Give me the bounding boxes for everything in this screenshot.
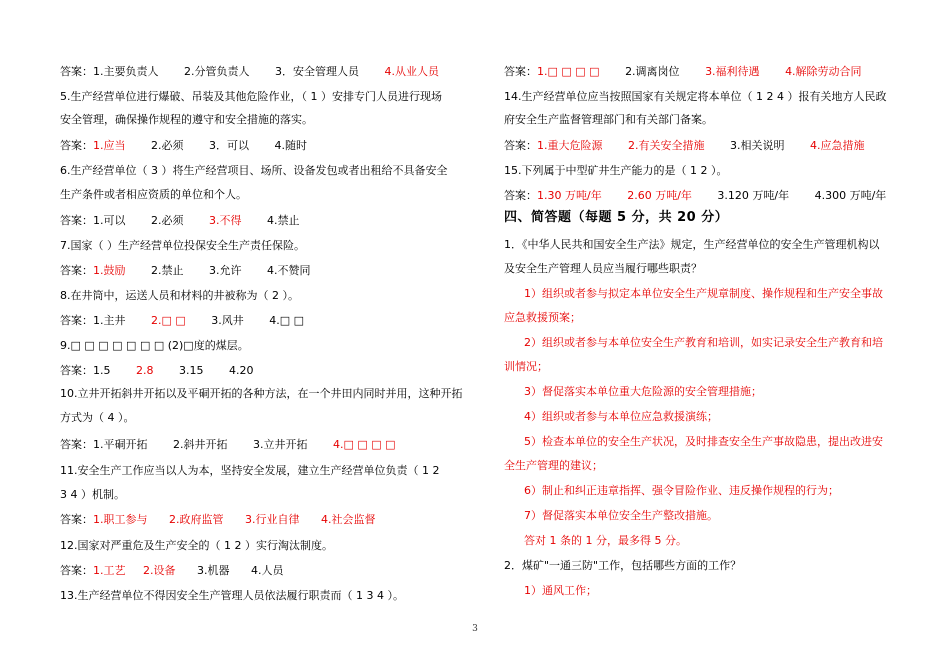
answer-item-5-line-2: 全生产管理的建议； xyxy=(504,459,603,472)
short-question-1-line-2: 及安全生产管理人员应当履行哪些职责？ xyxy=(504,262,702,275)
answer-line-q9: 答案：1.5 2.8 3.15 4.20 xyxy=(60,364,254,377)
question-13: 13.生产经营单位不得因安全生产管理人员依法履行职责而（ 1 3 4 ）。 xyxy=(60,589,404,602)
answer-item-1-line-1: 1）组织或者参与拟定本单位安全生产规章制度、操作规程和生产安全事故 xyxy=(524,287,883,300)
question-5-line-2: 安全管理，确保操作规程的遵守和安全措施的落实。 xyxy=(60,113,313,126)
answer-item-4: 4）组织或者参与本单位应急救援演练； xyxy=(524,410,718,423)
answer-line-q4: 答案：1.主要负责人 2.分管负责人 3．安全管理人员 4.从业人员 xyxy=(60,65,439,78)
answer-line-q13: 答案：1.□ □ □ □ 2.调离岗位 3.福利待遇 4.解除劳动合同 xyxy=(504,65,862,78)
answer-item-5-line-1: 5）检查本单位的安全生产状况，及时排查安全生产事故隐患，提出改进安 xyxy=(524,435,883,448)
answer-item-2-line-1: 2）组织或者参与本单位安全生产教育和培训，如实记录安全生产教育和培 xyxy=(524,336,883,349)
question-11-line-2: 3 4 ）机制。 xyxy=(60,488,125,501)
scoring-note: 答对 1 条的 1 分，最多得 5 分。 xyxy=(524,534,687,547)
question-5-line-1: 5.生产经营单位进行爆破、吊装及其他危险作业，（ 1 ）安排专门人员进行现场 xyxy=(60,90,442,103)
answer-line-q14: 答案：1.重大危险源 2.有关安全措施 3.相关说明 4.应急措施 xyxy=(504,139,865,152)
page-number: 3 xyxy=(472,624,478,634)
answer-line-q12: 答案：1.工艺 2.设备 3.机器 4.人员 xyxy=(60,564,284,577)
answer-line-q6: 答案：1.可以 2.必须 3.不得 4.禁止 xyxy=(60,214,300,227)
answer-line-q8: 答案：1.主井 2.□ □ 3.风井 4.□ □ xyxy=(60,314,305,327)
answer-line-q5: 答案：1.应当 2.必须 3．可以 4.随时 xyxy=(60,139,307,152)
question-15: 15.下列属于中型矿井生产能力的是（ 1 2 ）。 xyxy=(504,164,728,177)
question-14-line-1: 14.生产经营单位应当按照国家有关规定将本单位（ 1 2 4 ）报有关地方人民政 xyxy=(504,90,887,103)
answer-item-2-line-2: 训情况； xyxy=(504,360,548,373)
section-heading: 四、简答题（每题 5 分，共 20 分） xyxy=(504,210,729,225)
answer-line-q7: 答案：1.鼓励 2.禁止 3.允许 4.不赞同 xyxy=(60,264,311,277)
question-6-line-1: 6.生产经营单位（ 3 ）将生产经营项目、场所、设备发包或者出租给不具备安全 xyxy=(60,164,448,177)
answer-item-1-line-2: 应急救援预案； xyxy=(504,311,581,324)
question-11-line-1: 11.安全生产工作应当以人为本，坚持安全发展，建立生产经营单位负责（ 1 2 xyxy=(60,464,440,477)
question-8: 8.在井筒中，运送人员和材料的井被称为（ 2 ）。 xyxy=(60,289,299,302)
answer-item-6: 6）制止和纠正违章指挥、强令冒险作业、违反操作规程的行为； xyxy=(524,484,839,497)
answer-line-q10: 答案：1.平硐开拓 2.斜井开拓 3.立井开拓 4.□ □ □ □ xyxy=(60,438,396,451)
question-9: 9.□ □ □ □ □ □ □ (2)□度的煤层。 xyxy=(60,339,249,352)
short-question-2: 2．煤矿"一通三防"工作，包括哪些方面的工作？ xyxy=(504,559,742,572)
answer-line-q11: 答案：1.职工参与 2.政府监管 3.行业自律 4.社会监督 xyxy=(60,513,376,526)
question-14-line-2: 府安全生产监督管理部门和有关部门备案。 xyxy=(504,113,713,126)
answer-item-7: 7）督促落实本单位安全生产整改措施。 xyxy=(524,509,718,522)
question-6-line-2: 生产条件或者相应资质的单位和个人。 xyxy=(60,188,247,201)
question-7: 7.国家（ ）生产经营单位投保安全生产责任保险。 xyxy=(60,239,305,252)
question-10-line-2: 方式为（ 4 ）。 xyxy=(60,411,135,424)
short-question-2-answer-1: 1）通风工作； xyxy=(524,584,597,597)
question-10-line-1: 10.立井开拓斜井开拓以及平硐开拓的各种方法，在一个井田内同时并用，这种开拓 xyxy=(60,387,463,400)
answer-line-q15: 答案：1.30 万吨/年 2.60 万吨/年 3.120 万吨/年 4.300 万吨/年 xyxy=(504,189,887,202)
short-question-1-line-1: 1．《中华人民共和国安全生产法》规定，生产经营单位的安全生产管理机构以 xyxy=(504,238,880,251)
question-12: 12.国家对严重危及生产安全的（ 1 2 ）实行淘汰制度。 xyxy=(60,539,333,552)
answer-item-3: 3）督促落实本单位重大危险源的安全管理措施； xyxy=(524,385,762,398)
